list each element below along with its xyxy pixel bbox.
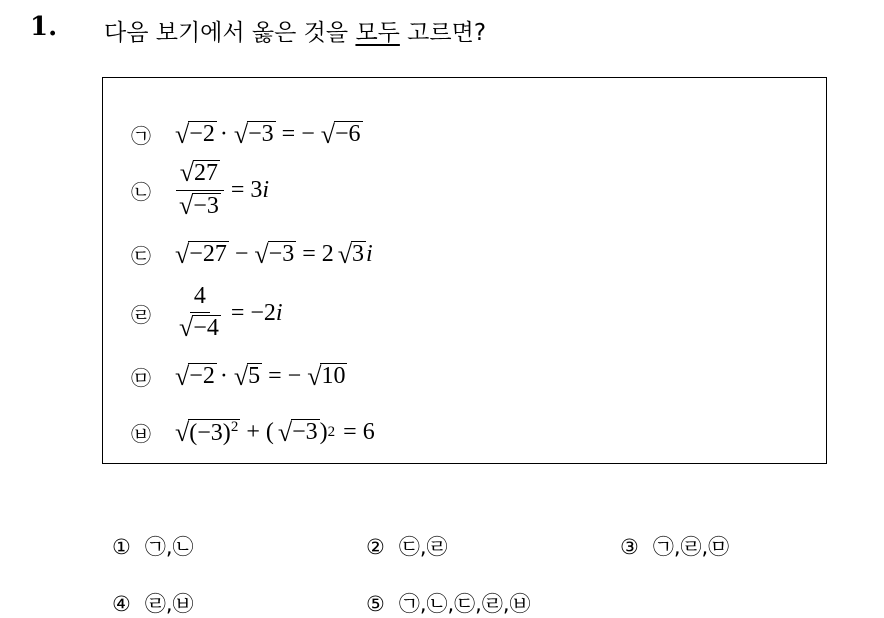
- equals-sign: = −: [268, 363, 302, 389]
- choice-text: ㉠,㉣,㉤: [652, 535, 730, 559]
- radicand: −27: [189, 241, 227, 268]
- question-number: 1.: [30, 12, 58, 42]
- radical-sign: √: [175, 361, 190, 391]
- radical-sign: √: [175, 418, 190, 448]
- radical-sign: √: [254, 239, 269, 269]
- choice-text: ㉠,㉡,㉢,㉣,㉥: [398, 592, 531, 616]
- statement-5: [131, 362, 347, 391]
- radicand: −4: [193, 315, 219, 341]
- fraction: [175, 160, 225, 221]
- imaginary-unit: i: [262, 177, 270, 204]
- statement-1: [131, 120, 363, 149]
- radicand: 27: [194, 160, 219, 186]
- statements-box: [102, 77, 827, 464]
- choice-text: ㉣,㉥: [144, 592, 194, 616]
- sqrt-expr: [338, 241, 366, 267]
- choice-number: ④: [112, 592, 131, 616]
- fraction: [175, 283, 225, 343]
- sqrt-expr: [234, 363, 262, 389]
- numerator: 4: [190, 283, 210, 313]
- choice-text: ㉢,㉣: [398, 535, 448, 559]
- imaginary-unit: i: [366, 241, 373, 267]
- question-text-underlined: 모두: [355, 20, 400, 46]
- radical-sign: √: [337, 239, 353, 269]
- radical-sign: √: [179, 191, 194, 221]
- radicand: −6: [335, 121, 361, 148]
- statement-mark: ㉤: [131, 366, 151, 390]
- radical-sign: √: [277, 417, 293, 447]
- sqrt-expr: [175, 121, 217, 147]
- radicand: 5: [248, 363, 261, 390]
- radical-sign: √: [320, 119, 336, 149]
- sqrt-expr: [175, 363, 217, 389]
- statement-6: [131, 418, 375, 447]
- equals-sign: = 2: [302, 241, 334, 267]
- radical-sign: √: [307, 361, 322, 391]
- sqrt-expr: [234, 121, 276, 147]
- choice-number: ⑤: [366, 592, 385, 616]
- sqrt-expr: [180, 160, 220, 186]
- radicand: −2: [189, 363, 215, 390]
- choice-number: ②: [366, 535, 385, 559]
- choice-text: ㉠,㉡: [144, 535, 194, 559]
- statement-mark: ㉢: [131, 244, 151, 268]
- choice-number: ①: [112, 535, 131, 559]
- equals-sign: = 6: [343, 419, 375, 445]
- choice-3[interactable]: [620, 531, 729, 561]
- statement-2: [131, 160, 269, 221]
- exponent: 2: [230, 418, 239, 435]
- choice-number: ③: [620, 535, 639, 559]
- radicand: −2: [189, 121, 215, 148]
- dot-operator: ·: [219, 363, 228, 389]
- statement-mark: ㉣: [131, 302, 151, 327]
- equals-sign: = −: [281, 121, 315, 147]
- imaginary-unit: i: [275, 299, 283, 326]
- radical-sign: √: [175, 119, 190, 149]
- radical-sign: √: [233, 361, 249, 391]
- sqrt-expr: [321, 121, 363, 147]
- radicand: 10: [321, 363, 346, 390]
- statement-mark: ㉠: [131, 124, 151, 148]
- exponent: 2: [327, 424, 336, 440]
- plus-paren: + (: [246, 419, 274, 445]
- statement-mark: ㉡: [131, 180, 151, 205]
- radical-sign: √: [175, 239, 190, 269]
- sqrt-expr: [278, 419, 320, 445]
- sqrt-expr: [179, 315, 221, 341]
- sqrt-expr: [307, 363, 347, 389]
- radicand: −3: [292, 419, 318, 446]
- choice-5[interactable]: [366, 588, 531, 618]
- radicand: (−3): [189, 419, 231, 446]
- choice-2[interactable]: [366, 531, 448, 561]
- statement-4: [131, 283, 283, 343]
- radicand: −3: [268, 241, 295, 268]
- equals-sign: = −2: [230, 299, 276, 326]
- sqrt-expr: [254, 241, 296, 267]
- close-paren: ): [319, 419, 328, 445]
- radical-sign: √: [179, 158, 195, 188]
- radical-sign: √: [233, 119, 249, 149]
- choice-4[interactable]: [112, 588, 194, 618]
- sqrt-expr: [179, 193, 221, 219]
- minus-operator: −: [234, 241, 249, 267]
- statement-mark: ㉥: [131, 422, 151, 446]
- question-text: [104, 14, 486, 47]
- radicand: −3: [248, 121, 274, 148]
- radicand: −3: [193, 193, 219, 220]
- dot-operator: ·: [219, 121, 228, 147]
- sqrt-expr: [175, 419, 240, 446]
- radicand: 3: [352, 241, 365, 268]
- equals-sign: = 3: [230, 177, 263, 204]
- statement-3: [131, 240, 373, 269]
- question-text-after: 고르면?: [399, 20, 487, 46]
- choice-1[interactable]: [112, 531, 194, 561]
- question-text-before: 다음 보기에서 옳은 것을: [104, 20, 356, 46]
- sqrt-expr: [175, 241, 229, 267]
- radical-sign: √: [179, 313, 194, 343]
